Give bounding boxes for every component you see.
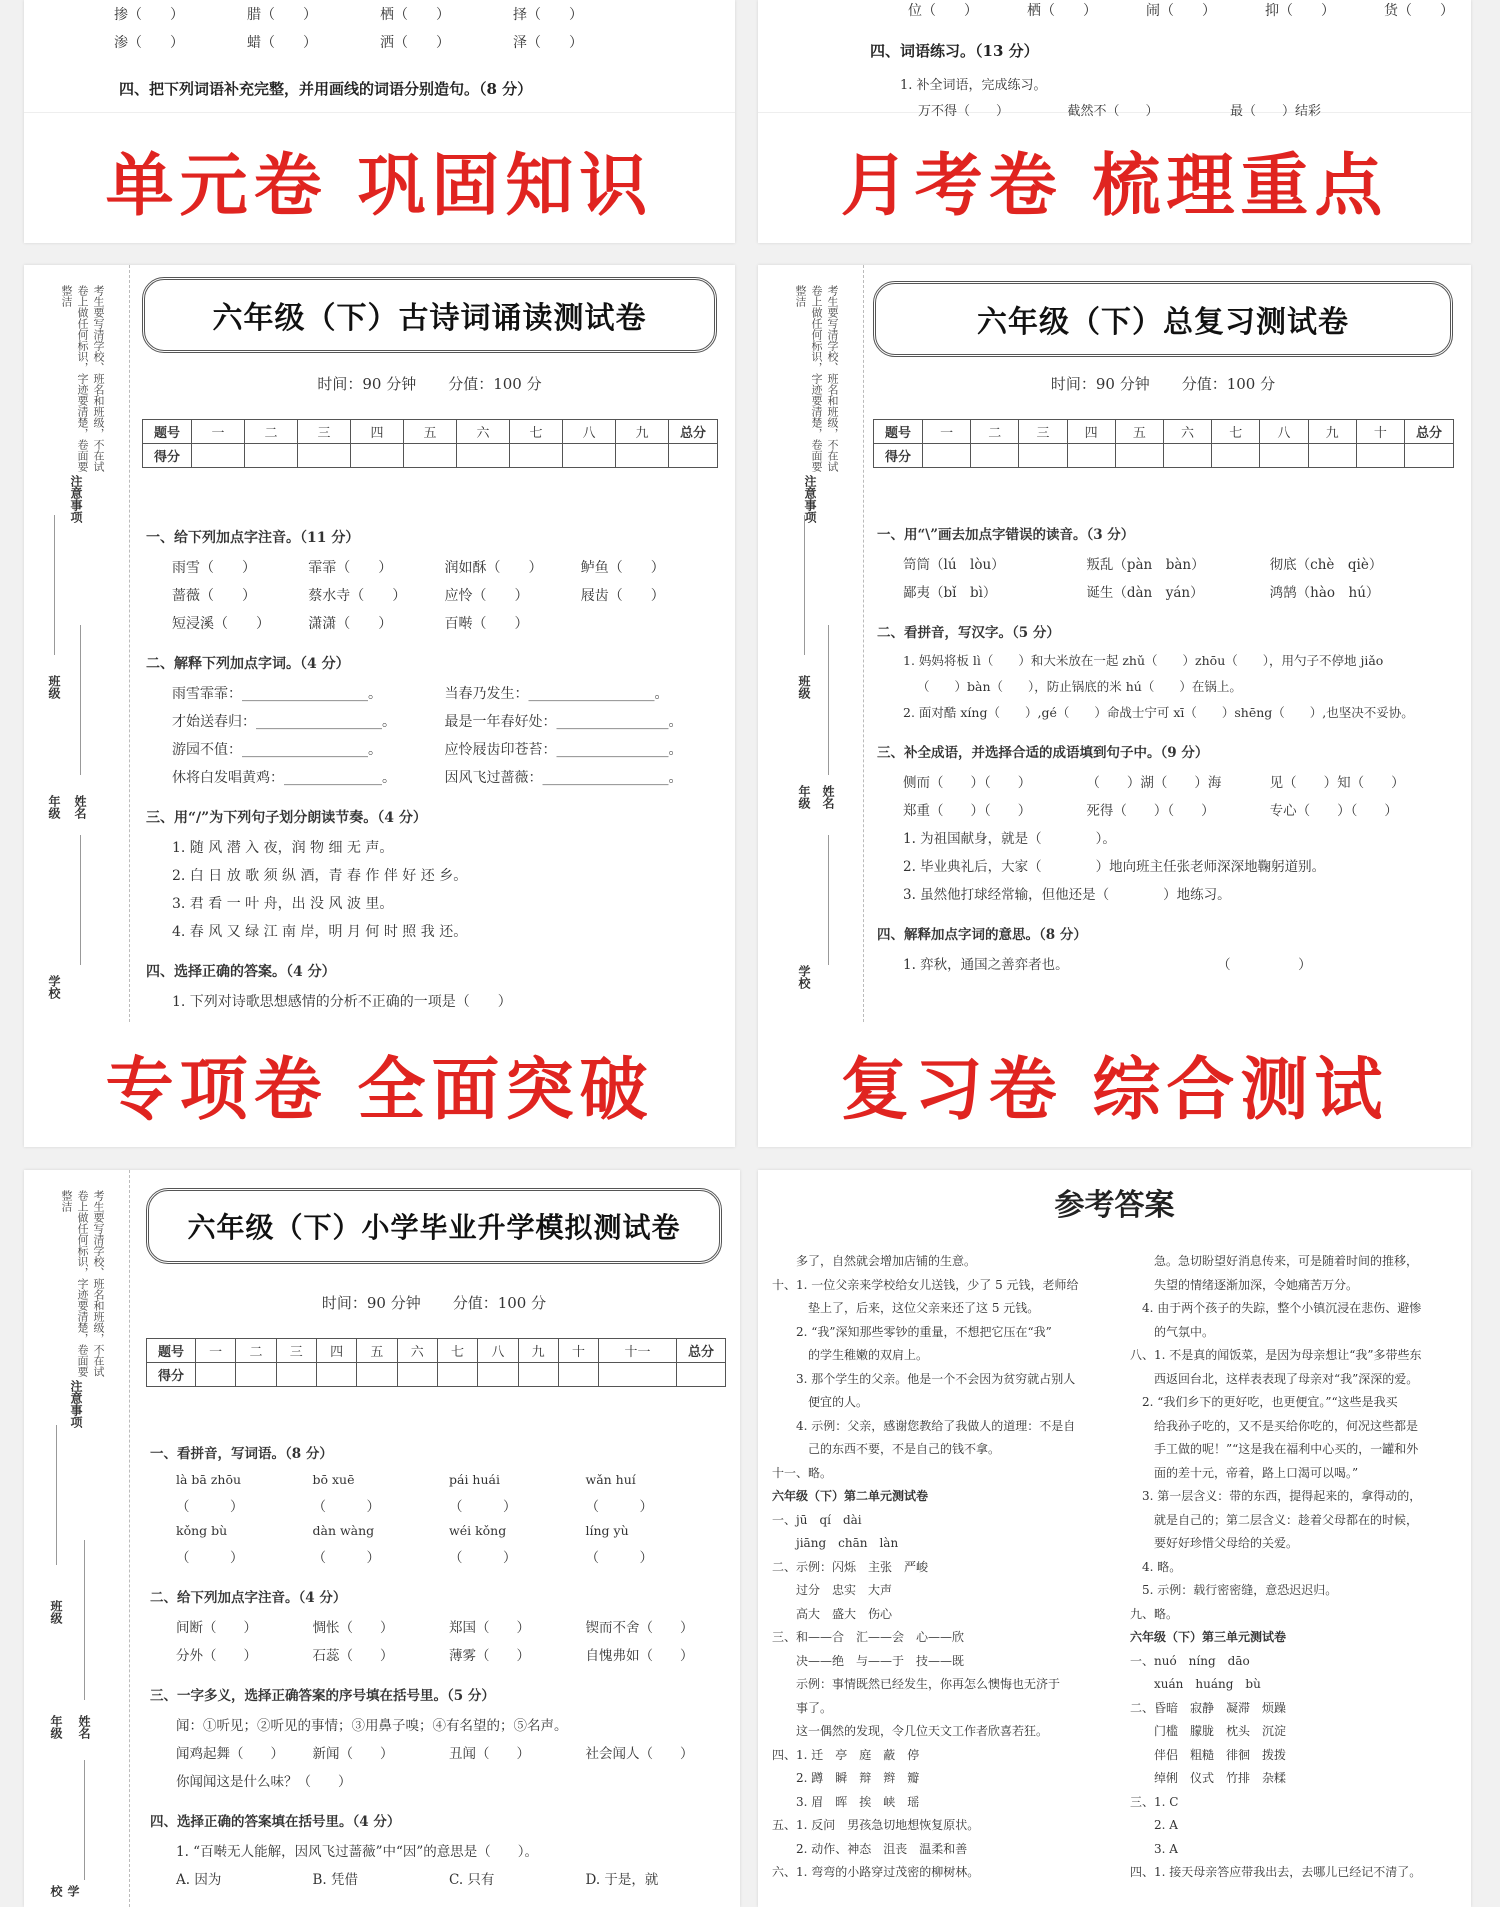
score-table-header: 题号 一 二 三 四 五 六 七 八 九 十 十一 总分	[147, 1339, 726, 1363]
answer-line: 过分 忠实 大声	[772, 1583, 893, 1597]
question-line: 1. 下列对诗歌思想感情的分析不正确的一项是（ ）	[172, 994, 512, 1010]
answer-line: 四、1. 接天母亲答应带我出去，去哪儿已经记不清了。	[1130, 1865, 1422, 1879]
answer-line: 四、1. 迁 亭 庭 蔽 停	[772, 1747, 920, 1762]
question-line: 2. 毕业典礼后，大家（ ）地向班主任张老师深深地鞠躬道别。	[903, 859, 1326, 875]
name-label: 姓名	[821, 785, 835, 809]
margin-heading: 注意事项	[69, 475, 83, 523]
question-heading: 一、看拼音，写词语。（8 分）	[150, 1446, 333, 1462]
answer-line: 的气氛中。	[1130, 1324, 1215, 1339]
answer-line: 门槛 朦胧 枕头 沉淀	[1130, 1724, 1287, 1738]
answer-line: 5. 示例：载行密密缝，意恐迟迟归。	[1130, 1583, 1338, 1597]
answer-line: 2. 蹲 瞬 辩 辫 瓣	[772, 1771, 920, 1785]
question-heading: 三、一字多义，选择正确答案的序号填在括号里。（5 分）	[150, 1688, 495, 1704]
monthly-test-card	[758, 0, 1471, 243]
question-line: 2. 白 日 放 歌 须 纵 酒，青 春 作 伴 好 还 乡。	[172, 868, 468, 884]
answer-row: 间断（ ） 惆怅（ ） 郑国（ ） 锲而不舍（ ）	[176, 1620, 694, 1636]
answer-line: 2. “我们乡下的更好吃，也更便宜。”“这些是我买	[1130, 1395, 1398, 1409]
exam-paper	[758, 265, 1471, 1022]
question-line: 3. 君 看 一 叶 舟，出 没 风 波 里。	[172, 896, 394, 912]
score-table-header: 题号 一 二 三 四 五 六 七 八 九 十 总分	[874, 420, 1454, 444]
answer-line: 4. 由于两个孩子的失踪，整个小镇沉浸在悲伤、避惨	[1130, 1301, 1422, 1315]
paper-excerpt	[24, 0, 735, 113]
question-heading: 三、补全成语，并选择合适的成语填到句子中。（9 分）	[877, 745, 1209, 761]
answer-line: 示例：事情既然已经发生，你再怎么懊悔也无济于	[772, 1677, 1061, 1691]
special-test-card	[24, 265, 735, 1147]
answer-line: 九、略。	[1130, 1606, 1179, 1621]
answer-line: 三、1. C	[1130, 1794, 1179, 1809]
grade-label: 年级	[797, 785, 811, 809]
paper-title: 六年级（下）小学毕业升学模拟测试卷	[146, 1188, 722, 1264]
paper-title: 六年级（下）古诗词诵读测试卷	[142, 277, 717, 353]
answer-line: 给我孙子吃的，又不是买给你吃的，何况这些都是	[1130, 1418, 1419, 1433]
answer-row: 蔷薇（ ） 蔡水寺（ ） 应怜（ ） 屐齿（ ）	[172, 588, 665, 604]
blank-row: （ ） （ ） （ ） （ ）	[176, 1550, 653, 1566]
paper-meta	[142, 373, 717, 394]
answer-line: 3. 眉 晖 挨 峡 瑶	[772, 1794, 920, 1809]
answer-line: 面的差十元，帝着，路上口渴可以喝。”	[1130, 1465, 1359, 1480]
school-label: 学校	[49, 1885, 80, 1897]
answer-line: 3. A	[1130, 1841, 1178, 1856]
total-score: 分值：100 分	[448, 375, 542, 393]
question-line: （ ）bàn（ ），防止锅底的米 hú（ ）在锅上。	[917, 679, 1242, 694]
binding-margin	[24, 1170, 130, 1907]
question-line: 闻：①听见；②听见的事情；③用鼻子嗅；④有名望的；⑤名声。	[176, 1718, 568, 1734]
question-line: 1. “百啭无人能解，因风飞过蔷薇”中“因”的意思是（ ）。	[176, 1844, 539, 1860]
answer-line: 4. 示例：父亲，感谢您教给了我做人的道理：不是自	[772, 1418, 1076, 1433]
answer-line: 十一、略。	[772, 1465, 833, 1480]
excerpt-line: 万不得（ ） 截然不（ ） 最（ ）结彩	[918, 104, 1322, 119]
time-limit: 时间：90 分钟	[317, 375, 417, 393]
answer-line: 事了。	[772, 1700, 833, 1715]
class-label: 班级	[797, 675, 811, 699]
question-line: 1. 弈秋，通国之善弈者也。 （ ）	[903, 957, 1312, 973]
excerpt-line: 渗（ ） 蜡（ ） 洒（ ） 泽（ ）	[114, 35, 583, 51]
mock-exam-card	[24, 1170, 740, 1907]
score-table-row: 得分	[143, 444, 718, 468]
exam-paper	[24, 265, 735, 1022]
question-line: 3. 虽然他打球经常输，但他还是（ ）地练习。	[903, 887, 1231, 903]
section-heading: 四、词语练习。（13 分）	[870, 42, 1039, 60]
question-line: 2. 面对酷 xíng（ ）,gé（ ）命战士宁可 xī（ ）shēng（ ）,也坚决不妥协。	[903, 705, 1414, 720]
paper-meta	[146, 1292, 722, 1313]
question-heading: 一、用“\”画去加点字错误的读音。（3 分）	[877, 527, 1135, 543]
total-score: 分值：100 分	[1181, 375, 1276, 393]
answer-key	[758, 1170, 1471, 1907]
class-label: 班级	[47, 675, 61, 699]
answer-row: 分外（ ） 石蕊（ ） 薄雾（ ） 自愧弗如（ ）	[176, 1648, 694, 1664]
score-table	[873, 419, 1454, 468]
answer-line: 五、1. 反问 男孩急切地想恢复原状。	[772, 1818, 980, 1832]
sub-heading: 1. 补全词语，完成练习。	[900, 78, 1047, 93]
review-test-card	[758, 265, 1471, 1147]
class-label: 班级	[49, 1600, 63, 1624]
answer-line: 绰俐 仪式 竹排 杂糅	[1130, 1771, 1287, 1785]
school-label: 学校	[47, 975, 61, 999]
exam-paper	[24, 1170, 740, 1907]
time-limit: 时间：90 分钟	[1050, 375, 1150, 393]
answer-column-left	[772, 1250, 1117, 1885]
answer-key-title: 参考答案	[1054, 1188, 1175, 1223]
question-heading: 四、选择正确的答案。（4 分）	[146, 964, 336, 980]
answer-line: 2. 动作、神态 沮丧 温柔和善	[772, 1841, 968, 1856]
section-heading: 四、把下列词语补充完整，并用画线的词语分别造句。（8 分）	[119, 80, 533, 98]
margin-notes: 考生要写清学校、班名和班级，不在试卷上做任何标识，字迹要清楚，卷面要整洁	[60, 1190, 105, 1377]
answer-line: 二、昏暗 寂静 凝滞 烦躁	[1130, 1700, 1287, 1715]
answer-line: 要好好珍惜父母给的关爱。	[1130, 1536, 1299, 1550]
banner-text: 单元卷 巩固知识	[105, 147, 654, 226]
question-heading: 三、用“/”为下列句子划分朗读节奏。（4 分）	[146, 810, 427, 826]
total-score: 分值：100 分	[452, 1294, 547, 1312]
questions	[873, 523, 1453, 981]
answer-line: xuán huáng bù	[1130, 1677, 1261, 1691]
answer-line: 垫上了，后来，这位父亲来还了这 5 元钱。	[772, 1301, 1040, 1315]
answer-row: 游园不值：__________________。 应怜屐齿印苍苔：________________。	[172, 742, 683, 758]
answer-line: 手工做的呢！”“这是我在福利中心买的，一罐和外	[1130, 1442, 1419, 1456]
question-heading: 一、给下列加点字注音。（11 分）	[146, 530, 360, 546]
answer-section-heading: 六年级（下）第二单元测试卷	[772, 1489, 929, 1503]
question-heading: 二、看拼音，写汉字。（5 分）	[877, 625, 1060, 641]
margin-notes: 考生要写清学校、班名和班级，不在试卷上做任何标识，字迹要清楚，卷面要整洁	[794, 285, 839, 472]
question-line: 1. 为祖国献身，就是（ ）。	[903, 831, 1116, 847]
score-table	[146, 1338, 726, 1387]
question-line: 4. 春 风 又 绿 江 南 岸，明 月 何 时 照 我 还。	[172, 924, 468, 940]
binding-margin	[24, 265, 130, 1022]
answer-line: 3. 第一层含义：带的东西，提得起来的，拿得动的，	[1130, 1489, 1422, 1503]
unit-test-card	[24, 0, 735, 243]
question-line: 1. 妈妈将板 lì（ ）和大米放在一起 zhǔ（ ）zhōu（ ），用勺子不停地 jiǎo	[903, 653, 1384, 668]
answer-line: 4. 略。	[1130, 1559, 1182, 1574]
paper-excerpt	[758, 0, 1471, 119]
score-table	[142, 419, 718, 468]
answer-row: 短浸溪（ ） 潇潇（ ） 百啭（ ）	[172, 616, 529, 632]
answer-line: 2. A	[1130, 1818, 1178, 1832]
banner-text: 复习卷 综合测试	[840, 1051, 1389, 1130]
answer-row: 雨雪霏霏：__________________。 当春乃发生：__________________。	[172, 686, 669, 702]
question-heading: 四、解释加点字词的意思。（8 分）	[877, 927, 1087, 943]
answer-line: 急。急切盼望好消息传来，可是随着时间的推移，	[1130, 1254, 1419, 1268]
answer-line: 十、1. 一位父亲来学校给女儿送钱，少了 5 元钱，老师给	[772, 1277, 1079, 1292]
answer-row: 休将白发唱黄鸡：______________。 因风飞过蔷薇：__________________。	[172, 770, 683, 786]
answer-line: 二、示例：闪烁 主张 严峻	[772, 1559, 929, 1574]
paper-meta	[873, 373, 1453, 394]
answer-row: 郑重（ ）（ ） 死得（ ）（ ） 专心（ ）（ ）	[903, 803, 1398, 819]
answer-line: 便宜的人。	[772, 1395, 869, 1409]
question-line: 你闻闻这是什么味？（ ）	[176, 1774, 352, 1790]
questions	[146, 1442, 722, 1896]
school-label: 学校	[797, 965, 811, 989]
answer-line: 的学生稚嫩的双肩上。	[772, 1348, 929, 1362]
grade-label: 年级	[49, 1715, 63, 1739]
answer-line: 决——绝 与——于 技——既	[772, 1653, 965, 1668]
banner-text: 月考卷 梳理重点	[840, 147, 1389, 226]
name-label: 姓名	[77, 1715, 91, 1739]
answer-line: 伴侣 粗糙 徘徊 拨拨	[1130, 1747, 1287, 1762]
answer-line: 3. 那个学生的父亲。他是一个不会因为贫穷就占别人	[772, 1371, 1076, 1386]
score-table-row: 得分	[874, 444, 1454, 468]
answer-row: 侧而（ ）（ ） （ ）湖（ ）海 见（ ）知（ ）	[903, 775, 1405, 791]
answer-line: 失望的情绪逐渐加深，令她痛苦万分。	[1130, 1277, 1359, 1292]
answer-key-card	[758, 1170, 1471, 1907]
score-table-header: 题号 一 二 三 四 五 六 七 八 九 总分	[143, 420, 718, 444]
name-label: 姓名	[73, 795, 87, 819]
paper-title: 六年级（下）总复习测试卷	[873, 281, 1453, 357]
answer-row: 鄙夷（bǐ bì） 诞生（dàn yán） 鸿鹄（hào hú）	[903, 585, 1380, 601]
question-heading: 四、选择正确的答案填在括号里。（4 分）	[150, 1814, 401, 1830]
answer-row: 才始送春归：__________________。 最是一年春好处：________________。	[172, 714, 683, 730]
blank-row: （ ） （ ） （ ） （ ）	[176, 1499, 653, 1515]
question-heading: 二、给下列加点字注音。（4 分）	[150, 1590, 347, 1606]
pinyin-row: kǒng bù dàn wàng wéi kǒng líng yù	[176, 1523, 629, 1538]
answer-line: 一、jū qí dài	[772, 1512, 862, 1527]
score-table-row: 得分	[147, 1363, 726, 1387]
answer-line: 六、1. 弯弯的小路穿过茂密的柳树林。	[772, 1865, 980, 1879]
answer-row: 雨雪（ ） 霏霏（ ） 润如酥（ ） 鲈鱼（ ）	[172, 560, 665, 576]
answer-line: 三、和——合 汇——会 心——欣	[772, 1630, 965, 1644]
margin-heading: 注意事项	[69, 1380, 83, 1428]
answer-row: 笥筒（lú lòu） 叛乱（pàn bàn） 彻底（chè qiè）	[903, 557, 1383, 573]
time-limit: 时间：90 分钟	[321, 1294, 421, 1312]
question-line: 1. 随 风 潜 入 夜，润 物 细 无 声。	[172, 840, 394, 856]
margin-notes: 考生要写清学校、班名和班级，不在试卷上做任何标识，字迹要清楚，卷面要整洁	[60, 285, 105, 472]
answer-line: 2. “我”深知那些零钞的重量，不想把它压在“我”	[772, 1324, 1052, 1339]
questions	[142, 527, 717, 1019]
banner-text: 专项卷 全面突破	[105, 1051, 654, 1130]
answer-line: 己的东西不要，不是自己的钱不拿。	[772, 1442, 1001, 1456]
excerpt-line: 掺（ ） 腊（ ） 栖（ ） 择（ ）	[114, 7, 583, 23]
excerpt-line: 位（ ） 栖（ ） 闹（ ） 抑（ ） 货（ ）	[908, 3, 1454, 19]
answer-section-heading: 六年级（下）第三单元测试卷	[1130, 1630, 1287, 1644]
pinyin-row: là bā zhōu bō xuē pái huái wǎn huí	[176, 1472, 636, 1487]
answer-line: 一、nuó níng dāo	[1130, 1653, 1250, 1668]
margin-heading: 注意事项	[803, 475, 817, 523]
answer-line: 就是自己的；第二层含义：趁着父母都在的时候，	[1130, 1512, 1419, 1527]
answer-line: 多了，自然就会增加店铺的生意。	[772, 1254, 977, 1268]
answer-column-right	[1130, 1250, 1470, 1885]
options-row: A. 因为 B. 凭借 C. 只有 D. 于是，就	[176, 1872, 659, 1888]
answer-line: 这一偶然的发现，令几位天文工作者欣喜若狂。	[772, 1724, 1049, 1738]
answer-row: 闻鸡起舞（ ） 新闻（ ） 丑闻（ ） 社会闻人（ ）	[176, 1746, 694, 1762]
answer-line: 八、1. 不是真的闻饭菜，是因为母亲想让“我”多带些东	[1130, 1348, 1422, 1362]
grade-label: 年级	[47, 795, 61, 819]
answer-line: 西返回台北，这样表表现了母亲对“我”深深的爱。	[1130, 1371, 1419, 1386]
answer-line: 高大 盛大 伤心	[772, 1606, 893, 1621]
question-heading: 二、解释下列加点字词。（4 分）	[146, 656, 350, 672]
binding-margin	[758, 265, 864, 1022]
answer-line: jiāng chān làn	[772, 1536, 899, 1550]
